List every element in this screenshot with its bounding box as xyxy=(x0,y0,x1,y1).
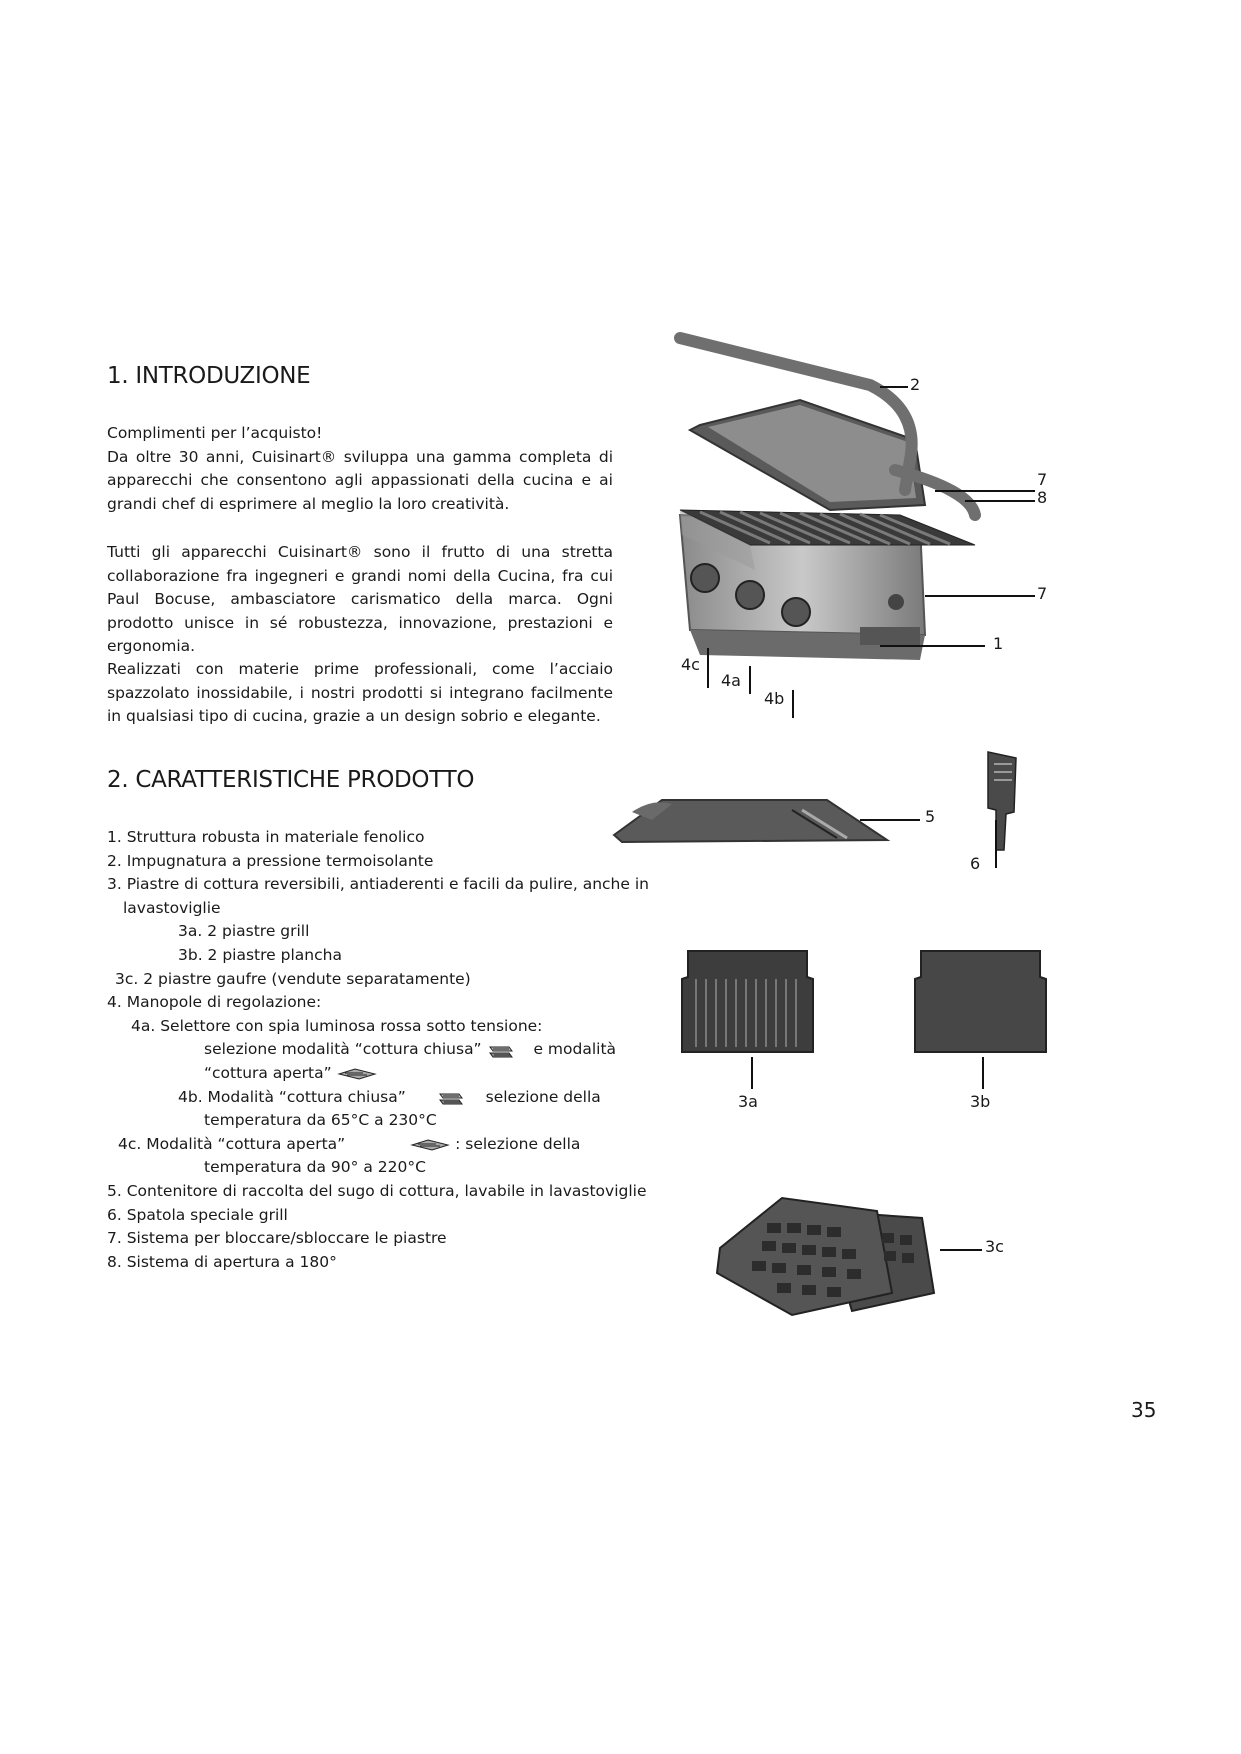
label-7: 7 xyxy=(1037,584,1048,603)
intro-paragraph-1 xyxy=(107,422,613,516)
leader-line xyxy=(792,690,794,718)
closed-grill-icon xyxy=(487,1039,515,1061)
list-item xyxy=(107,1133,627,1157)
text-segment: “cottura aperta” xyxy=(204,1063,332,1082)
label-8: 8 xyxy=(1037,488,1048,507)
spatula-illustration xyxy=(984,750,1024,855)
label-3b: 3b xyxy=(970,1092,991,1111)
label-6: 6 xyxy=(970,854,981,873)
plancha-plate-illustration xyxy=(913,947,1048,1057)
intro-paragraph-3: Realizzati con materie prime professionali, come l’acciaio spazzolato inossidabile, i nostri prodotti si integrano facilmente in qualsiasi tipo di cucina, grazie a un design sobrio e elegante. xyxy=(107,660,613,726)
intro-paragraph-2: Tutti gli apparecchi Cuisinart® sono il frutto di una stretta collaborazione fra ingegneri e grandi nomi della Cucina, fra cui Paul Bocuse, ambasciatore carismatico della marca. Ogni prodotto unisce in sé robustezza, innovazione, prestazioni e ergonomia. xyxy=(107,543,613,656)
grill-plate-illustration xyxy=(680,947,815,1057)
label-4a: 4a xyxy=(721,671,741,690)
waffle-plates-illustration xyxy=(712,1193,940,1318)
text-segment: 4b. Modalità “cottura chiusa” xyxy=(178,1087,406,1106)
list-item: 6. Spatola speciale grill xyxy=(107,1205,288,1224)
leader-line xyxy=(707,648,709,688)
list-item: 2. Impugnatura a pressione termoisolante xyxy=(107,851,434,870)
open-grill-icon xyxy=(410,1135,450,1153)
list-item xyxy=(107,1038,627,1062)
leader-line xyxy=(982,1057,984,1089)
section1-title: 1. INTRODUZIONE xyxy=(107,363,311,389)
intro-greeting: Complimenti per l’acquisto! xyxy=(107,424,323,442)
leader-line xyxy=(925,595,1035,597)
label-3a: 3a xyxy=(738,1092,758,1111)
text-segment: 4c. Modalità “cottura aperta” xyxy=(118,1134,346,1153)
text-segment: e modalità xyxy=(533,1040,617,1059)
page-number: 35 xyxy=(1131,1398,1157,1422)
list-item: 3a. 2 piastre grill xyxy=(178,922,310,941)
list-item: 8. Sistema di apertura a 180° xyxy=(107,1252,337,1271)
leader-line xyxy=(940,1249,982,1251)
list-item: lavastoviglie xyxy=(123,898,221,917)
leader-line xyxy=(880,645,985,647)
leader-line xyxy=(965,500,1035,502)
label-2: 2 xyxy=(910,375,921,394)
label-7: 7 xyxy=(1037,470,1048,489)
list-item xyxy=(107,1086,627,1110)
text-segment: : selezione della xyxy=(455,1134,581,1153)
text-segment: selezione della xyxy=(485,1087,601,1106)
leader-line xyxy=(749,666,751,694)
text-segment: selezione modalità “cottura chiusa” xyxy=(204,1040,482,1059)
list-item: 3b. 2 piastre plancha xyxy=(178,945,342,964)
list-item: 3. Piastre di cottura reversibili, antiaderenti e facili da pulire, anche in xyxy=(107,875,649,894)
list-item: temperatura da 65°C a 230°C xyxy=(204,1111,437,1130)
grill-illustration xyxy=(670,330,1010,710)
open-grill-icon xyxy=(337,1064,377,1082)
list-item: 3c. 2 piastre gaufre (vendute separatamente) xyxy=(115,969,471,988)
label-3c: 3c xyxy=(985,1237,1004,1256)
label-4c: 4c xyxy=(681,655,700,674)
closed-grill-icon xyxy=(437,1086,465,1108)
leader-line xyxy=(995,820,997,868)
list-item: temperatura da 90° a 220°C xyxy=(204,1158,426,1177)
drip-tray-illustration xyxy=(612,790,892,850)
label-5: 5 xyxy=(925,807,936,826)
list-item: 7. Sistema per bloccare/sbloccare le piastre xyxy=(107,1229,447,1248)
features-list xyxy=(107,826,649,1274)
leader-line xyxy=(751,1057,753,1089)
label-1: 1 xyxy=(993,634,1004,653)
list-item: 4. Manopole di regolazione: xyxy=(107,993,322,1012)
leader-line xyxy=(935,490,1035,492)
intro-history: Da oltre 30 anni, Cuisinart® sviluppa una gamma completa di apparecchi che consentono agli appassionati della cucina e ai grandi chef di esprimere al meglio la loro creatività. xyxy=(107,447,613,513)
list-item: 4a. Selettore con spia luminosa rossa sotto tensione: xyxy=(131,1016,543,1035)
list-item: 1. Struttura robusta in materiale fenolico xyxy=(107,828,425,846)
leader-line xyxy=(860,819,920,821)
list-item: 5. Contenitore di raccolta del sugo di cottura, lavabile in lavastoviglie xyxy=(107,1181,647,1200)
list-item xyxy=(107,1062,627,1086)
section2-title: 2. CARATTERISTICHE PRODOTTO xyxy=(107,767,475,793)
label-4b: 4b xyxy=(764,689,785,708)
leader-line xyxy=(880,386,908,388)
